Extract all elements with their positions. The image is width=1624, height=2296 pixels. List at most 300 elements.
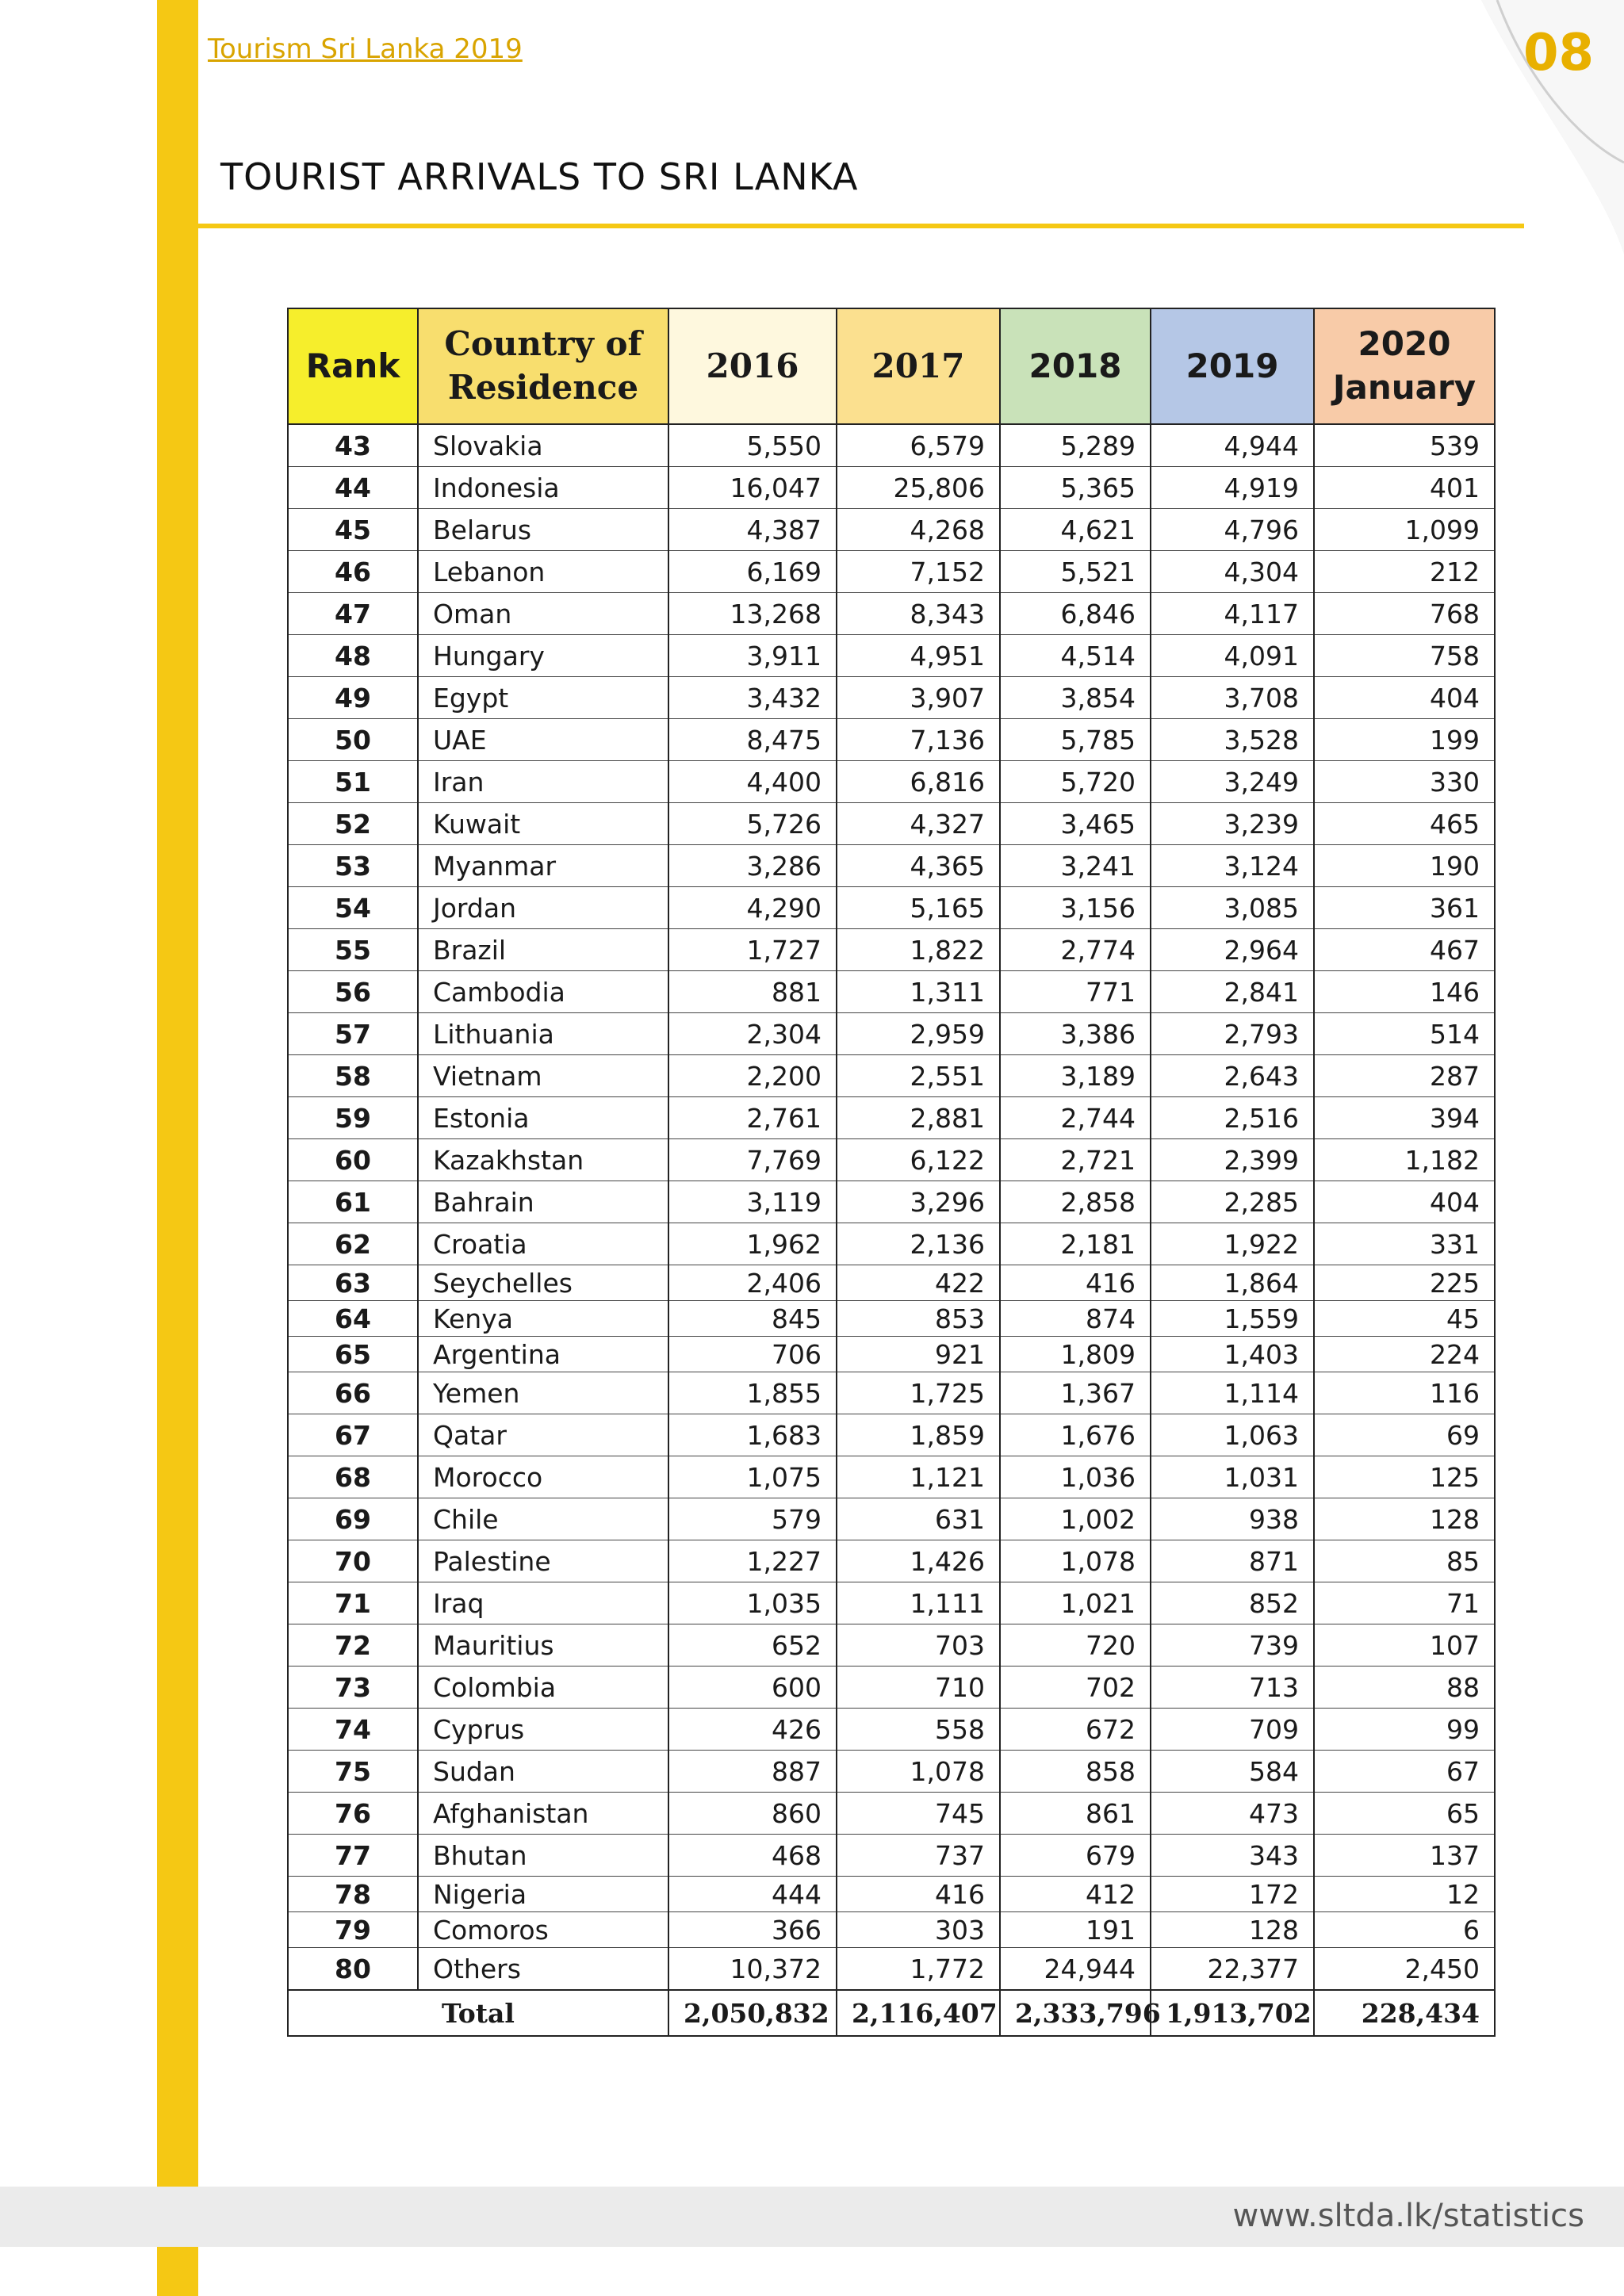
table-row [288,593,1495,635]
cell-country: Lithuania [418,1013,668,1055]
cell-2018: 6,846 [1000,593,1151,635]
publication-link[interactable]: Tourism Sri Lanka 2019 [208,33,523,65]
table-row [288,1793,1495,1835]
section-title: TOURIST ARRIVALS TO SRI LANKA [220,155,859,198]
cell-2016: 3,286 [668,845,837,887]
cell-2017: 7,152 [837,551,1000,593]
cell-2018: 679 [1000,1835,1151,1877]
cell-rank: 53 [288,845,418,887]
cell-2020-january: 12 [1314,1877,1495,1912]
cell-country: Vietnam [418,1055,668,1097]
cell-2017: 745 [837,1793,1000,1835]
cell-rank: 52 [288,803,418,845]
cell-rank: 47 [288,593,418,635]
cell-rank: 65 [288,1337,418,1372]
cell-2017: 1,111 [837,1582,1000,1624]
table-row [288,1055,1495,1097]
table-row [288,803,1495,845]
cell-2019: 4,944 [1151,424,1314,467]
cell-2017: 1,078 [837,1751,1000,1793]
cell-2019: 938 [1151,1498,1314,1540]
cell-2018: 412 [1000,1877,1151,1912]
cell-2018: 1,676 [1000,1414,1151,1456]
table-row [288,677,1495,719]
cell-2016: 881 [668,971,837,1013]
cell-country: Belarus [418,509,668,551]
cell-rank: 50 [288,719,418,761]
cell-2019: 3,239 [1151,803,1314,845]
cell-country: Afghanistan [418,1793,668,1835]
cell-2018: 5,785 [1000,719,1151,761]
cell-2017: 3,907 [837,677,1000,719]
cell-2016: 2,304 [668,1013,837,1055]
cell-2016: 2,406 [668,1265,837,1301]
cell-2018: 3,465 [1000,803,1151,845]
left-accent-bar [157,0,198,2296]
cell-country: Chile [418,1498,668,1540]
table-row [288,1456,1495,1498]
cell-2016: 600 [668,1667,837,1709]
cell-2017: 703 [837,1624,1000,1667]
cell-rank: 56 [288,971,418,1013]
table-row [288,1372,1495,1414]
cell-2020-january: 146 [1314,971,1495,1013]
cell-2020-january: 287 [1314,1055,1495,1097]
cell-2018: 416 [1000,1265,1151,1301]
arrivals-table [287,308,1496,2037]
cell-2016: 845 [668,1301,837,1337]
cell-2020-january: 65 [1314,1793,1495,1835]
cell-2020-january: 137 [1314,1835,1495,1877]
cell-country: Mauritius [418,1624,668,1667]
table-row [288,1139,1495,1181]
cell-country: Kenya [418,1301,668,1337]
cell-country: Egypt [418,677,668,719]
cell-2019: 2,793 [1151,1013,1314,1055]
cell-2017: 853 [837,1301,1000,1337]
cell-2019: 1,559 [1151,1301,1314,1337]
cell-2016: 13,268 [668,593,837,635]
cell-2019: 2,964 [1151,929,1314,971]
cell-country: Comoros [418,1912,668,1948]
cell-country: Bahrain [418,1181,668,1223]
header-country: Country of Residence [418,308,668,424]
cell-2020-january: 465 [1314,803,1495,845]
cell-2017: 4,327 [837,803,1000,845]
cell-country: Indonesia [418,467,668,509]
cell-2017: 4,268 [837,509,1000,551]
table-body [288,424,1495,1990]
cell-2017: 1,311 [837,971,1000,1013]
cell-2019: 584 [1151,1751,1314,1793]
cell-2019: 2,399 [1151,1139,1314,1181]
cell-2018: 1,021 [1000,1582,1151,1624]
cell-2020-january: 404 [1314,677,1495,719]
cell-rank: 80 [288,1948,418,1991]
cell-2018: 5,289 [1000,424,1151,467]
cell-2016: 1,227 [668,1540,837,1582]
table-row [288,929,1495,971]
cell-2020-january: 1,182 [1314,1139,1495,1181]
cell-rank: 57 [288,1013,418,1055]
cell-2020-january: 758 [1314,635,1495,677]
cell-2017: 25,806 [837,467,1000,509]
cell-2019: 2,643 [1151,1055,1314,1097]
table-row [288,1709,1495,1751]
cell-2020-january: 361 [1314,887,1495,929]
cell-2016: 1,683 [668,1414,837,1456]
cell-2020-january: 2,450 [1314,1948,1495,1991]
cell-2017: 6,816 [837,761,1000,803]
cell-rank: 79 [288,1912,418,1948]
cell-2016: 887 [668,1751,837,1793]
cell-2017: 422 [837,1265,1000,1301]
cell-2019: 4,117 [1151,593,1314,635]
cell-2016: 1,727 [668,929,837,971]
total-row [288,1990,1495,2036]
cell-rank: 49 [288,677,418,719]
cell-2018: 2,181 [1000,1223,1151,1265]
title-underline [198,224,1524,228]
cell-country: Oman [418,593,668,635]
cell-2018: 1,002 [1000,1498,1151,1540]
cell-2018: 702 [1000,1667,1151,1709]
header-2017: 2017 [837,308,1000,424]
cell-country: Croatia [418,1223,668,1265]
table-row [288,1751,1495,1793]
cell-2018: 191 [1000,1912,1151,1948]
cell-country: Seychelles [418,1265,668,1301]
table-row [288,1912,1495,1948]
table-row [288,1877,1495,1912]
cell-2017: 1,121 [837,1456,1000,1498]
header-2018: 2018 [1000,308,1151,424]
cell-2018: 5,521 [1000,551,1151,593]
cell-rank: 78 [288,1877,418,1912]
cell-2018: 3,386 [1000,1013,1151,1055]
cell-2019: 2,516 [1151,1097,1314,1139]
cell-country: Nigeria [418,1877,668,1912]
cell-country: Others [418,1948,668,1991]
cell-2016: 5,726 [668,803,837,845]
table-row [288,1498,1495,1540]
cell-2017: 4,365 [837,845,1000,887]
cell-2017: 303 [837,1912,1000,1948]
table-row [288,1301,1495,1337]
cell-2016: 8,475 [668,719,837,761]
cell-2016: 4,387 [668,509,837,551]
cell-2018: 720 [1000,1624,1151,1667]
cell-rank: 77 [288,1835,418,1877]
cell-2017: 1,772 [837,1948,1000,1991]
table-row [288,1223,1495,1265]
cell-2017: 6,579 [837,424,1000,467]
cell-2017: 2,959 [837,1013,1000,1055]
page-number: 08 [1522,24,1594,82]
cell-rank: 63 [288,1265,418,1301]
cell-2019: 739 [1151,1624,1314,1667]
cell-2017: 737 [837,1835,1000,1877]
cell-2019: 1,063 [1151,1414,1314,1456]
cell-2016: 426 [668,1709,837,1751]
cell-2019: 852 [1151,1582,1314,1624]
cell-2020-january: 224 [1314,1337,1495,1372]
cell-rank: 67 [288,1414,418,1456]
cell-2020-january: 539 [1314,424,1495,467]
cell-rank: 43 [288,424,418,467]
cell-2020-january: 394 [1314,1097,1495,1139]
cell-2017: 2,551 [837,1055,1000,1097]
cell-2016: 468 [668,1835,837,1877]
cell-2016: 1,855 [668,1372,837,1414]
cell-2016: 3,432 [668,677,837,719]
header-2020-january: 2020 January [1314,308,1495,424]
cell-country: Iran [418,761,668,803]
table-row [288,887,1495,929]
cell-2019: 3,085 [1151,887,1314,929]
cell-rank: 45 [288,509,418,551]
cell-2018: 5,365 [1000,467,1151,509]
cell-country: Hungary [418,635,668,677]
cell-2018: 3,189 [1000,1055,1151,1097]
cell-2019: 4,919 [1151,467,1314,509]
cell-2019: 2,841 [1151,971,1314,1013]
table-row [288,761,1495,803]
table-row [288,845,1495,887]
total-2018: 2,333,796 [1000,1990,1151,2036]
cell-2018: 1,078 [1000,1540,1151,1582]
total-2017: 2,116,407 [837,1990,1000,2036]
cell-2020-january: 331 [1314,1223,1495,1265]
cell-rank: 74 [288,1709,418,1751]
cell-2017: 631 [837,1498,1000,1540]
cell-2017: 558 [837,1709,1000,1751]
cell-2016: 1,962 [668,1223,837,1265]
table-row [288,1414,1495,1456]
cell-2016: 860 [668,1793,837,1835]
cell-2017: 4,951 [837,635,1000,677]
cell-rank: 75 [288,1751,418,1793]
cell-2018: 3,241 [1000,845,1151,887]
cell-2020-january: 99 [1314,1709,1495,1751]
cell-2018: 874 [1000,1301,1151,1337]
cell-2017: 2,881 [837,1097,1000,1139]
cell-country: Jordan [418,887,668,929]
cell-2020-january: 401 [1314,467,1495,509]
total-label: Total [288,1990,668,2036]
cell-2019: 2,285 [1151,1181,1314,1223]
cell-2017: 8,343 [837,593,1000,635]
cell-2020-january: 225 [1314,1265,1495,1301]
table-row [288,1624,1495,1667]
cell-2019: 4,796 [1151,509,1314,551]
table-row [288,971,1495,1013]
cell-rank: 64 [288,1301,418,1337]
cell-2019: 3,708 [1151,677,1314,719]
cell-2016: 6,169 [668,551,837,593]
cell-country: Morocco [418,1456,668,1498]
cell-2019: 1,031 [1151,1456,1314,1498]
cell-2017: 1,725 [837,1372,1000,1414]
cell-2018: 858 [1000,1751,1151,1793]
cell-2020-january: 330 [1314,761,1495,803]
cell-rank: 68 [288,1456,418,1498]
cell-2020-january: 199 [1314,719,1495,761]
header-rank: Rank [288,308,418,424]
cell-2017: 416 [837,1877,1000,1912]
cell-country: Cambodia [418,971,668,1013]
cell-2020-january: 404 [1314,1181,1495,1223]
cell-rank: 55 [288,929,418,971]
cell-country: Iraq [418,1582,668,1624]
table-row [288,467,1495,509]
cell-country: Kazakhstan [418,1139,668,1181]
cell-rank: 60 [288,1139,418,1181]
header-2016: 2016 [668,308,837,424]
cell-rank: 61 [288,1181,418,1223]
header-2019: 2019 [1151,308,1314,424]
cell-country: Argentina [418,1337,668,1372]
cell-2018: 1,809 [1000,1337,1151,1372]
table-row [288,1265,1495,1301]
cell-2017: 710 [837,1667,1000,1709]
table-row [288,1948,1495,1991]
cell-country: Colombia [418,1667,668,1709]
cell-2016: 706 [668,1337,837,1372]
cell-2016: 10,372 [668,1948,837,1991]
table-row [288,719,1495,761]
cell-rank: 44 [288,467,418,509]
cell-2016: 1,075 [668,1456,837,1498]
cell-2020-january: 116 [1314,1372,1495,1414]
cell-2017: 921 [837,1337,1000,1372]
table-row [288,1097,1495,1139]
cell-rank: 73 [288,1667,418,1709]
cell-2020-january: 69 [1314,1414,1495,1456]
cell-2019: 4,091 [1151,635,1314,677]
cell-2017: 7,136 [837,719,1000,761]
cell-rank: 54 [288,887,418,929]
cell-2016: 4,290 [668,887,837,929]
cell-rank: 59 [288,1097,418,1139]
cell-country: Cyprus [418,1709,668,1751]
cell-country: Brazil [418,929,668,971]
cell-2017: 1,426 [837,1540,1000,1582]
cell-2016: 2,200 [668,1055,837,1097]
table-row [288,551,1495,593]
cell-2019: 1,864 [1151,1265,1314,1301]
table-row [288,1181,1495,1223]
cell-country: Lebanon [418,551,668,593]
table-row [288,1013,1495,1055]
cell-rank: 51 [288,761,418,803]
cell-2016: 3,119 [668,1181,837,1223]
cell-rank: 76 [288,1793,418,1835]
cell-2017: 5,165 [837,887,1000,929]
table-row [288,1667,1495,1709]
cell-2016: 7,769 [668,1139,837,1181]
cell-2020-january: 6 [1314,1912,1495,1948]
cell-country: Kuwait [418,803,668,845]
cell-2020-january: 467 [1314,929,1495,971]
cell-2018: 861 [1000,1793,1151,1835]
cell-2019: 713 [1151,1667,1314,1709]
cell-2016: 1,035 [668,1582,837,1624]
cell-2020-january: 768 [1314,593,1495,635]
cell-2019: 128 [1151,1912,1314,1948]
cell-2018: 672 [1000,1709,1151,1751]
cell-2017: 1,822 [837,929,1000,971]
cell-rank: 62 [288,1223,418,1265]
cell-rank: 72 [288,1624,418,1667]
cell-2018: 2,744 [1000,1097,1151,1139]
cell-2020-january: 67 [1314,1751,1495,1793]
total-2019: 1,913,702 [1151,1990,1314,2036]
cell-2016: 5,550 [668,424,837,467]
cell-2019: 172 [1151,1877,1314,1912]
cell-country: Bhutan [418,1835,668,1877]
cell-country: UAE [418,719,668,761]
cell-country: Qatar [418,1414,668,1456]
cell-2016: 444 [668,1877,837,1912]
cell-2019: 3,249 [1151,761,1314,803]
cell-2019: 709 [1151,1709,1314,1751]
cell-2019: 473 [1151,1793,1314,1835]
cell-2019: 1,114 [1151,1372,1314,1414]
cell-2016: 652 [668,1624,837,1667]
cell-country: Sudan [418,1751,668,1793]
cell-2019: 22,377 [1151,1948,1314,1991]
cell-2016: 3,911 [668,635,837,677]
cell-country: Estonia [418,1097,668,1139]
cell-2019: 343 [1151,1835,1314,1877]
cell-2020-january: 85 [1314,1540,1495,1582]
cell-2018: 5,720 [1000,761,1151,803]
cell-2019: 4,304 [1151,551,1314,593]
cell-2020-january: 125 [1314,1456,1495,1498]
cell-2020-january: 71 [1314,1582,1495,1624]
table-row [288,1582,1495,1624]
cell-country: Yemen [418,1372,668,1414]
table-row [288,1540,1495,1582]
footer-url-link[interactable]: www.sltda.lk/statistics [1232,2198,1584,2234]
cell-rank: 46 [288,551,418,593]
cell-2020-january: 190 [1314,845,1495,887]
cell-rank: 71 [288,1582,418,1624]
cell-country: Slovakia [418,424,668,467]
cell-2019: 1,922 [1151,1223,1314,1265]
table-row [288,1337,1495,1372]
cell-2018: 3,156 [1000,887,1151,929]
cell-rank: 69 [288,1498,418,1540]
table-row [288,509,1495,551]
cell-rank: 58 [288,1055,418,1097]
cell-rank: 48 [288,635,418,677]
cell-2017: 1,859 [837,1414,1000,1456]
table-header-row [288,308,1495,424]
cell-2019: 1,403 [1151,1337,1314,1372]
cell-2020-january: 1,099 [1314,509,1495,551]
cell-2020-january: 107 [1314,1624,1495,1667]
cell-2020-january: 514 [1314,1013,1495,1055]
table-row [288,1835,1495,1877]
cell-2019: 871 [1151,1540,1314,1582]
cell-2016: 4,400 [668,761,837,803]
cell-2018: 2,774 [1000,929,1151,971]
cell-2018: 4,514 [1000,635,1151,677]
cell-2018: 24,944 [1000,1948,1151,1991]
cell-2016: 579 [668,1498,837,1540]
